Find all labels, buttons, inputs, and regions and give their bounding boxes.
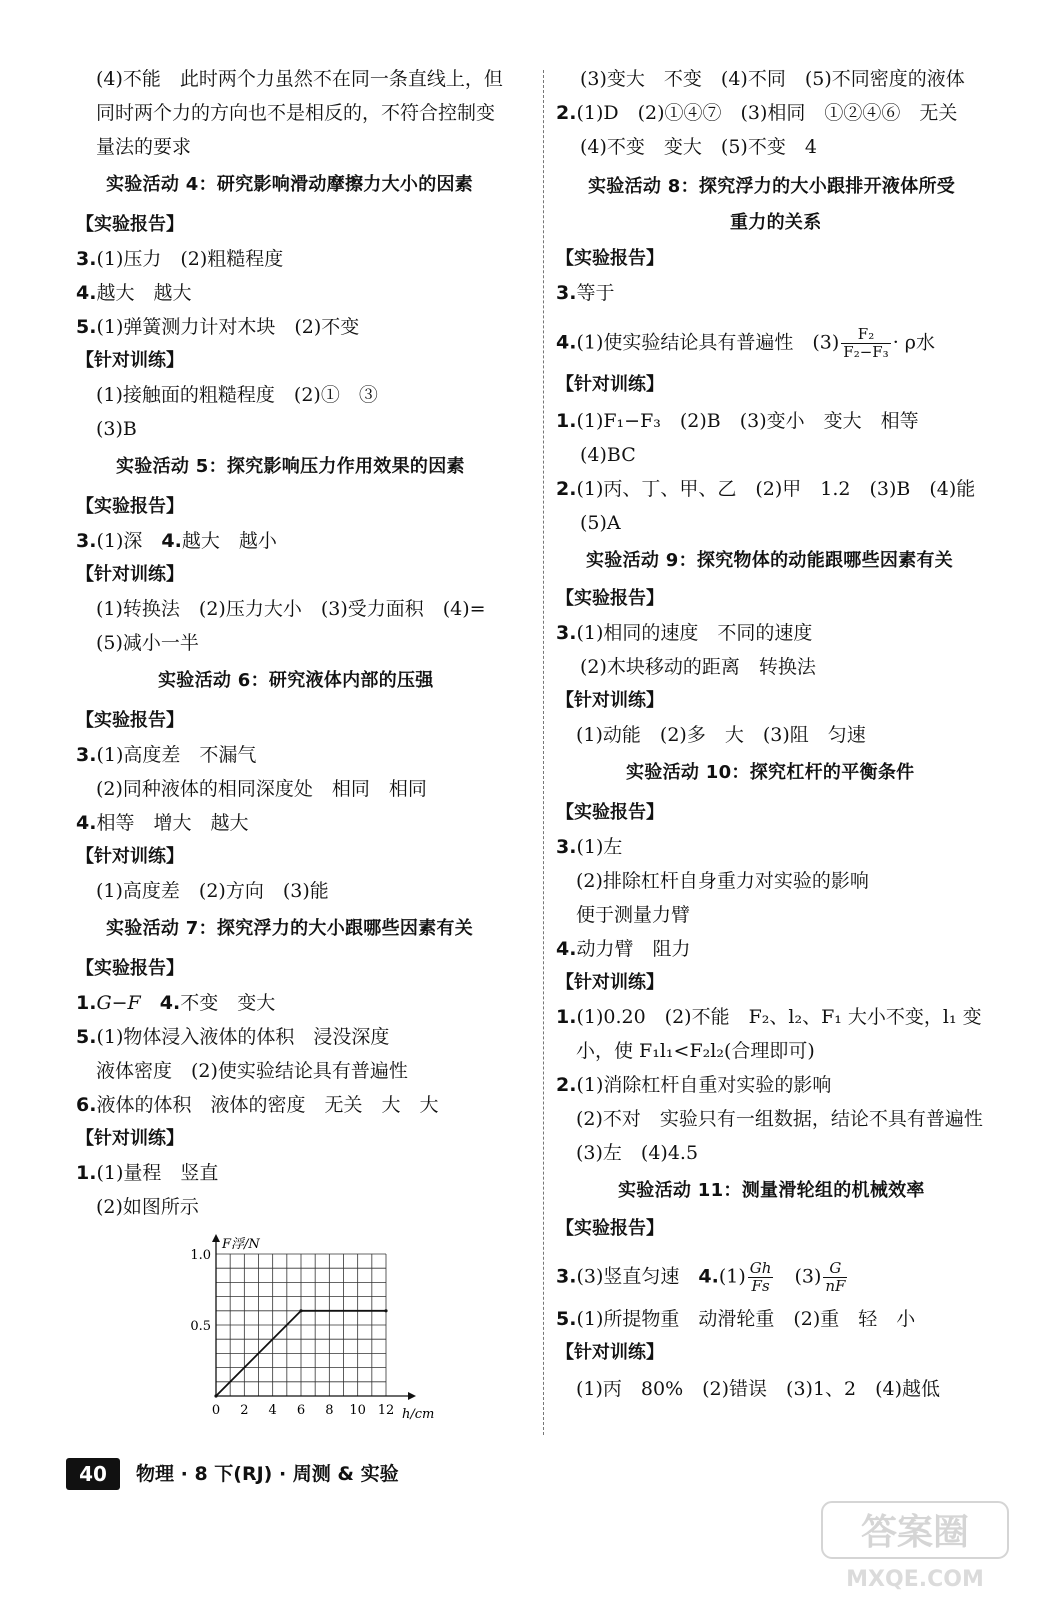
section-heading-activity-8-cont: 重力的关系 (730, 212, 822, 233)
answer-line (76, 314, 359, 340)
fraction-numerator: G (823, 1260, 847, 1278)
answer-text: (1) (718, 1265, 746, 1288)
fraction (823, 1260, 847, 1295)
buoyancy-depth-chart (180, 1232, 440, 1432)
answer-line: (5)A (580, 512, 621, 534)
x-axis-label: h/cm (402, 1407, 435, 1422)
x-tick-label: 0 (211, 1403, 221, 1418)
watermark-text: 答案圈 (860, 1512, 970, 1553)
answer-line: (4)不能 此时两个力虽然不在同一条直线上，但 (96, 68, 503, 90)
item-number: 1. (76, 1162, 97, 1184)
answer-text: (1)高度差 不漏气 (96, 744, 257, 766)
training-tag: 【针对训练】 (76, 1128, 184, 1149)
answer-text: (1)所提物重 动滑轮重 (2)重 轻 小 (576, 1308, 916, 1330)
answer-line (76, 1024, 389, 1050)
answer-line: 便于测量力臂 (576, 904, 691, 926)
column-divider (543, 70, 544, 1435)
fraction (748, 1260, 774, 1295)
answer-text: (1)压力 (2)粗糙程度 (96, 248, 284, 270)
section-heading-activity-9: 实验活动 9：探究物体的动能跟哪些因素有关 (586, 550, 954, 571)
answer-text: 越大 越大 (96, 282, 192, 304)
item-number: 2. (556, 102, 577, 124)
answer-text: (1)消除杠杆自重对实验的影响 (576, 1074, 832, 1096)
page-number: 40 (66, 1458, 120, 1490)
answer-line: (4)不变 变大 (5)不变 4 (580, 136, 817, 158)
item-number: 3. (76, 530, 97, 552)
answer-text: (1)深 (96, 530, 143, 552)
answer-text: G−F (96, 992, 141, 1014)
item-number: 2. (556, 1074, 577, 1096)
answer-line (76, 246, 283, 272)
item-number: 3. (76, 744, 97, 766)
answer-text: (1)F₁−F₃ (2)B (3)变小 变大 相等 (576, 410, 919, 432)
item-number: 5. (556, 1308, 577, 1330)
item-number: 5. (76, 316, 97, 338)
answer-text: 液体的体积 液体的密度 无关 大 大 (96, 1094, 439, 1116)
answer-text: (1)左 (576, 836, 623, 858)
answer-line: (3)B (96, 418, 137, 440)
answer-text: 等于 (576, 282, 615, 304)
item-number: 1. (556, 410, 577, 432)
item-number: 4. (161, 530, 182, 552)
data-point (299, 1309, 302, 1312)
report-tag: 【实验报告】 (556, 1218, 664, 1239)
answer-line (556, 1260, 849, 1295)
section-heading-activity-6: 实验活动 6：研究液体内部的压强 (158, 670, 434, 691)
y-axis-label: F浮/N (222, 1237, 260, 1252)
fraction-denominator: F₂−F₃ (843, 343, 889, 361)
report-tag: 【实验报告】 (76, 214, 184, 235)
x-tick-label: 8 (325, 1403, 334, 1418)
answer-line (556, 1004, 982, 1030)
training-tag: 【针对训练】 (76, 846, 184, 867)
answer-text: (1)弹簧测力计对木块 (2)不变 (96, 316, 360, 338)
fraction-numerator: F₂ (841, 326, 890, 344)
training-tag: 【针对训练】 (556, 374, 664, 395)
data-point (384, 1309, 387, 1312)
training-tag: 【针对训练】 (556, 690, 664, 711)
answer-text: (1)0.20 (2)不能 F₂、l₂、F₁ 大小不变，l₁ 变 (576, 1006, 982, 1028)
item-number: 1. (76, 992, 97, 1014)
answer-text: 不变 变大 (180, 992, 276, 1014)
item-number: 3. (556, 622, 577, 644)
answer-line (556, 280, 614, 306)
item-number: 4. (159, 992, 181, 1014)
report-tag: 【实验报告】 (556, 802, 664, 823)
answer-text: (1)使实验结论具有普遍性 (3) (576, 331, 840, 354)
answer-line (556, 936, 690, 962)
section-heading-activity-5: 实验活动 5：探究影响压力作用效果的因素 (116, 456, 465, 477)
answer-text: (1)物体浸入液体的体积 浸没深度 (96, 1026, 390, 1048)
fraction-denominator: nF (825, 1277, 846, 1295)
item-number: 4. (698, 1265, 719, 1288)
answer-text: (1)丙、丁、甲、乙 (2)甲 1.2 (3)B (4)能 (576, 478, 976, 500)
answer-text: 动力臂 阻力 (576, 938, 691, 960)
answer-line (556, 100, 957, 126)
answer-text: 越大 越小 (181, 530, 277, 552)
item-number: 3. (556, 282, 577, 304)
report-tag: 【实验报告】 (556, 588, 664, 609)
answer-text: (3) (794, 1265, 822, 1288)
answer-line: (2)不对 实验只有一组数据，结论不具有普遍性 (576, 1108, 983, 1130)
answer-line: 量法的要求 (96, 136, 192, 158)
fraction (841, 326, 890, 361)
item-number: 5. (76, 1026, 97, 1048)
y-tick-label: 1.0 (190, 1248, 211, 1263)
item-number: 3. (556, 1265, 577, 1288)
section-heading-activity-7: 实验活动 7：探究浮力的大小跟哪些因素有关 (106, 918, 474, 939)
answer-line (76, 1092, 438, 1118)
y-tick-label: 0.5 (190, 1319, 211, 1334)
answer-text: · ρ水 (892, 331, 935, 354)
answer-line: (2)同种液体的相同深度处 相同 相同 (96, 778, 427, 800)
training-tag: 【针对训练】 (556, 1342, 664, 1363)
answer-line (556, 834, 622, 860)
answer-line: (1)高度差 (2)方向 (3)能 (96, 880, 329, 902)
answer-line (556, 1072, 831, 1098)
section-heading-activity-4: 实验活动 4：研究影响滑动摩擦力大小的因素 (106, 174, 474, 195)
watermark-url: MXQE.COM (846, 1567, 984, 1592)
data-point (214, 1394, 217, 1397)
answer-line (556, 620, 812, 646)
x-axis-arrow (408, 1392, 416, 1400)
report-tag: 【实验报告】 (556, 248, 664, 269)
answer-line (556, 1306, 915, 1332)
answer-line: 同时两个力的方向也不是相反的，不符合控制变 (96, 102, 496, 124)
watermark-logo (820, 1498, 1010, 1593)
answer-text: (3)竖直匀速 (576, 1265, 680, 1288)
answer-line: (2)排除杠杆自身重力对实验的影响 (576, 870, 869, 892)
item-number: 4. (76, 282, 97, 304)
answer-line: 液体密度 (2)使实验结论具有普遍性 (96, 1060, 408, 1082)
section-heading-activity-10: 实验活动 10：探究杠杆的平衡条件 (626, 762, 915, 783)
item-number: 4. (556, 331, 577, 354)
item-number: 6. (76, 1094, 97, 1116)
answer-line (76, 280, 191, 306)
answer-line: (3)左 (4)4.5 (576, 1142, 699, 1164)
item-number: 3. (556, 836, 577, 858)
answer-line (76, 742, 256, 768)
report-tag: 【实验报告】 (76, 710, 184, 731)
training-tag: 【针对训练】 (556, 972, 664, 993)
fraction-denominator: Fs (751, 1277, 770, 1295)
answer-line: (1)转换法 (2)压力大小 (3)受力面积 (4)= (96, 598, 486, 620)
x-tick-label: 6 (296, 1403, 306, 1418)
answer-line: (5)减小一半 (96, 632, 199, 654)
answer-line: (3)变大 不变 (4)不同 (5)不同密度的液体 (580, 68, 965, 90)
answer-line: (4)BC (580, 444, 636, 466)
answer-line (556, 476, 975, 502)
y-axis-arrow (212, 1234, 220, 1242)
item-number: 2. (556, 478, 577, 500)
x-tick-label: 4 (268, 1403, 277, 1418)
answer-line (76, 528, 277, 554)
answer-line: (1)动能 (2)多 大 (3)阻 匀速 (576, 724, 866, 746)
item-number: 4. (76, 812, 97, 834)
item-number: 1. (556, 1006, 577, 1028)
answer-text: 相等 增大 越大 (96, 812, 249, 834)
answer-line (76, 990, 275, 1016)
answer-line: (1)丙 80% (2)错误 (3)1、2 (4)越低 (576, 1378, 941, 1400)
training-tag: 【针对训练】 (76, 564, 184, 585)
training-tag: 【针对训练】 (76, 350, 184, 371)
report-tag: 【实验报告】 (76, 496, 184, 517)
answer-line (76, 1160, 218, 1186)
x-tick-label: 12 (377, 1403, 395, 1418)
x-tick-label: 10 (349, 1403, 366, 1418)
answer-line: (2)木块移动的距离 转换法 (580, 656, 816, 678)
book-title: 物理 · 8 下(RJ) · 周测 & 实验 (136, 1463, 399, 1485)
section-heading-activity-8: 实验活动 8：探究浮力的大小跟排开液体所受 (588, 176, 956, 197)
answer-line (76, 810, 248, 836)
answer-text: (1)相同的速度 不同的速度 (576, 622, 813, 644)
answer-text: (1)D (2)①④⑦ (3)相同 ①②④⑥ 无关 (576, 102, 958, 124)
answer-text: (1)量程 竖直 (96, 1162, 219, 1184)
item-number: 4. (556, 938, 577, 960)
section-heading-activity-11: 实验活动 11：测量滑轮组的机械效率 (618, 1180, 925, 1201)
answer-line (556, 408, 919, 434)
report-tag: 【实验报告】 (76, 958, 184, 979)
item-number: 3. (76, 248, 97, 270)
fraction-numerator: Gh (749, 1259, 772, 1277)
answer-line: (2)如图所示 (96, 1196, 199, 1218)
answer-line: 小，使 F₁l₁<F₂l₂(合理即可) (576, 1040, 815, 1062)
answer-line (556, 326, 935, 361)
answer-line: (1)接触面的粗糙程度 (2)① ③ (96, 384, 378, 406)
x-tick-label: 2 (240, 1403, 249, 1418)
